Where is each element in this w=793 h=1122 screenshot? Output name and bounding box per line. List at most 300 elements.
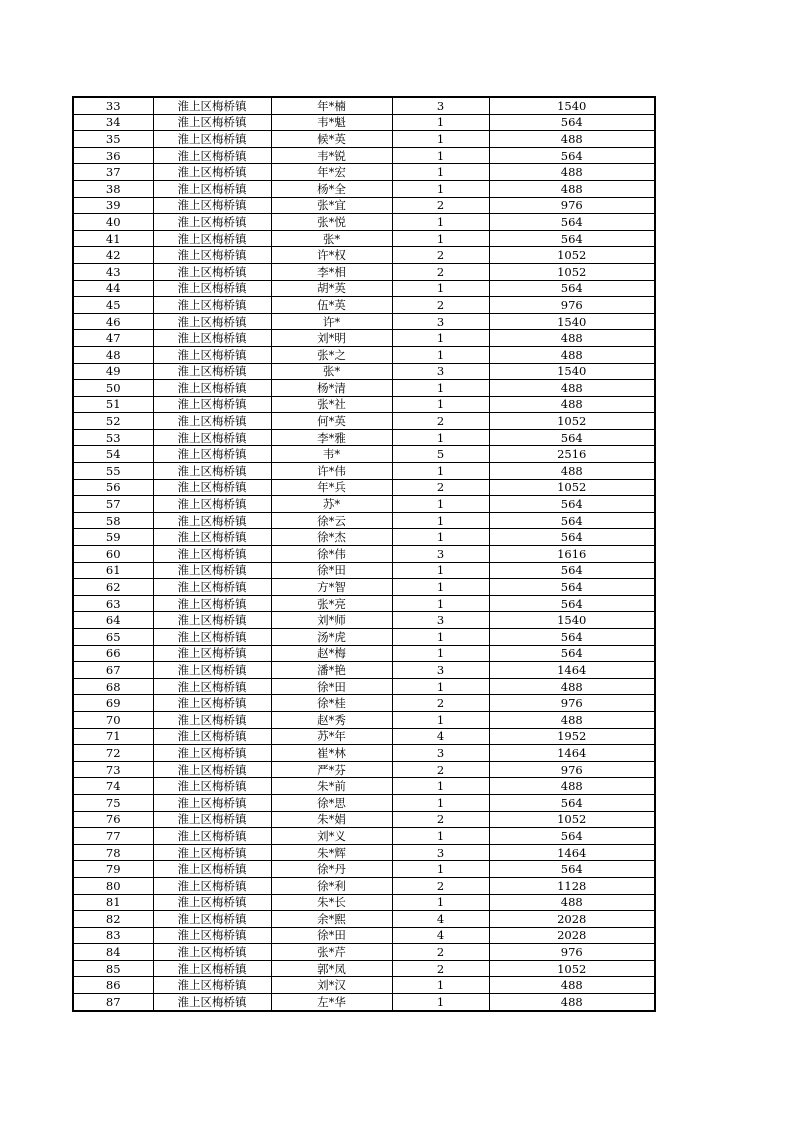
count-cell: 3 [392,745,489,762]
amount-cell: 488 [489,894,655,911]
name-cell: 许* [271,313,392,330]
amount-cell: 1052 [489,413,655,430]
name-cell: 崔*林 [271,745,392,762]
row-number-cell: 55 [73,463,153,480]
table-row [73,662,655,679]
district-cell: 淮上区梅桥镇 [153,745,271,762]
amount-cell: 488 [489,463,655,480]
row-number-cell: 81 [73,894,153,911]
table-row [73,612,655,629]
amount-cell: 1540 [489,612,655,629]
district-cell: 淮上区梅桥镇 [153,164,271,181]
amount-cell: 564 [489,562,655,579]
row-number-cell: 65 [73,629,153,646]
district-cell: 淮上区梅桥镇 [153,479,271,496]
amount-cell: 488 [489,131,655,148]
row-number-cell: 85 [73,960,153,977]
row-number-cell: 45 [73,297,153,314]
count-cell: 1 [392,330,489,347]
count-cell: 1 [392,778,489,795]
table-row [73,230,655,247]
amount-cell: 976 [489,297,655,314]
name-cell: 张* [271,230,392,247]
row-number-cell: 50 [73,380,153,397]
name-cell: 余*熙 [271,911,392,928]
row-number-cell: 62 [73,579,153,596]
name-cell: 胡*英 [271,280,392,297]
district-cell: 淮上区梅桥镇 [153,794,271,811]
table-row [73,761,655,778]
district-cell: 淮上区梅桥镇 [153,330,271,347]
name-cell: 赵*秀 [271,711,392,728]
district-cell: 淮上区梅桥镇 [153,977,271,994]
district-cell: 淮上区梅桥镇 [153,778,271,795]
amount-cell: 564 [489,529,655,546]
table-row [73,446,655,463]
name-cell: 刘*师 [271,612,392,629]
count-cell: 2 [392,944,489,961]
count-cell: 2 [392,695,489,712]
amount-cell: 976 [489,944,655,961]
count-cell: 1 [392,230,489,247]
table-row [73,297,655,314]
table-row [73,745,655,762]
name-cell: 徐*田 [271,562,392,579]
row-number-cell: 70 [73,711,153,728]
district-cell: 淮上区梅桥镇 [153,230,271,247]
district-cell: 淮上区梅桥镇 [153,994,271,1011]
row-number-cell: 87 [73,994,153,1011]
name-cell: 刘*明 [271,330,392,347]
count-cell: 2 [392,197,489,214]
district-cell: 淮上区梅桥镇 [153,811,271,828]
count-cell: 1 [392,380,489,397]
name-cell: 徐*云 [271,512,392,529]
name-cell: 李*雅 [271,429,392,446]
count-cell: 1 [392,280,489,297]
row-number-cell: 36 [73,147,153,164]
table-row [73,479,655,496]
table-row [73,977,655,994]
district-cell: 淮上区梅桥镇 [153,263,271,280]
name-cell: 张*悦 [271,214,392,231]
district-cell: 淮上区梅桥镇 [153,546,271,563]
count-cell: 1 [392,114,489,131]
row-number-cell: 83 [73,927,153,944]
table-row [73,711,655,728]
count-cell: 3 [392,97,489,114]
count-cell: 1 [392,164,489,181]
district-cell: 淮上区梅桥镇 [153,595,271,612]
amount-cell: 1616 [489,546,655,563]
district-cell: 淮上区梅桥镇 [153,463,271,480]
table-body [73,97,655,1011]
count-cell: 4 [392,927,489,944]
table-row [73,496,655,513]
district-cell: 淮上区梅桥镇 [153,711,271,728]
row-number-cell: 73 [73,761,153,778]
amount-cell: 1052 [489,479,655,496]
table-row [73,811,655,828]
district-cell: 淮上区梅桥镇 [153,529,271,546]
table-row [73,595,655,612]
count-cell: 1 [392,496,489,513]
amount-cell: 2516 [489,446,655,463]
count-cell: 4 [392,911,489,928]
amount-cell: 976 [489,761,655,778]
district-cell: 淮上区梅桥镇 [153,629,271,646]
count-cell: 1 [392,645,489,662]
district-cell: 淮上区梅桥镇 [153,114,271,131]
row-number-cell: 39 [73,197,153,214]
count-cell: 1 [392,579,489,596]
row-number-cell: 54 [73,446,153,463]
row-number-cell: 35 [73,131,153,148]
amount-cell: 1128 [489,877,655,894]
row-number-cell: 77 [73,828,153,845]
count-cell: 3 [392,363,489,380]
district-cell: 淮上区梅桥镇 [153,280,271,297]
count-cell: 1 [392,180,489,197]
amount-cell: 564 [489,214,655,231]
amount-cell: 488 [489,396,655,413]
table-row [73,728,655,745]
row-number-cell: 38 [73,180,153,197]
table-row [73,114,655,131]
district-cell: 淮上区梅桥镇 [153,944,271,961]
row-number-cell: 42 [73,247,153,264]
row-number-cell: 63 [73,595,153,612]
count-cell: 1 [392,512,489,529]
name-cell: 年*宏 [271,164,392,181]
name-cell: 候*英 [271,131,392,148]
amount-cell: 488 [489,164,655,181]
district-cell: 淮上区梅桥镇 [153,131,271,148]
name-cell: 李*相 [271,263,392,280]
count-cell: 3 [392,844,489,861]
table-row [73,911,655,928]
table-row [73,778,655,795]
name-cell: 刘*汉 [271,977,392,994]
count-cell: 2 [392,263,489,280]
amount-cell: 1052 [489,263,655,280]
count-cell: 1 [392,529,489,546]
count-cell: 1 [392,346,489,363]
name-cell: 朱*前 [271,778,392,795]
row-number-cell: 41 [73,230,153,247]
district-cell: 淮上区梅桥镇 [153,927,271,944]
amount-cell: 564 [489,147,655,164]
row-number-cell: 68 [73,678,153,695]
row-number-cell: 80 [73,877,153,894]
name-cell: 杨*全 [271,180,392,197]
row-number-cell: 33 [73,97,153,114]
amount-cell: 488 [489,977,655,994]
name-cell: 徐*丹 [271,861,392,878]
row-number-cell: 66 [73,645,153,662]
amount-cell: 564 [489,645,655,662]
count-cell: 1 [392,629,489,646]
name-cell: 何*英 [271,413,392,430]
name-cell: 张*之 [271,346,392,363]
count-cell: 5 [392,446,489,463]
count-cell: 1 [392,711,489,728]
count-cell: 2 [392,877,489,894]
district-cell: 淮上区梅桥镇 [153,894,271,911]
table-row [73,994,655,1011]
row-number-cell: 56 [73,479,153,496]
name-cell: 朱*长 [271,894,392,911]
count-cell: 1 [392,894,489,911]
count-cell: 3 [392,313,489,330]
count-cell: 1 [392,429,489,446]
name-cell: 汤*虎 [271,629,392,646]
name-cell: 徐*思 [271,794,392,811]
name-cell: 张* [271,363,392,380]
row-number-cell: 47 [73,330,153,347]
district-cell: 淮上区梅桥镇 [153,197,271,214]
district-cell: 淮上区梅桥镇 [153,512,271,529]
amount-cell: 2028 [489,927,655,944]
table-row [73,97,655,114]
amount-cell: 2028 [489,911,655,928]
count-cell: 3 [392,612,489,629]
district-cell: 淮上区梅桥镇 [153,877,271,894]
name-cell: 韦*魁 [271,114,392,131]
name-cell: 徐*利 [271,877,392,894]
amount-cell: 488 [489,346,655,363]
name-cell: 朱*辉 [271,844,392,861]
row-number-cell: 78 [73,844,153,861]
name-cell: 张*芹 [271,944,392,961]
table-row [73,629,655,646]
amount-cell: 1540 [489,363,655,380]
table-row [73,512,655,529]
table-row [73,828,655,845]
count-cell: 2 [392,247,489,264]
name-cell: 徐*伟 [271,546,392,563]
district-cell: 淮上区梅桥镇 [153,911,271,928]
table-row [73,463,655,480]
district-cell: 淮上区梅桥镇 [153,662,271,679]
table-row [73,131,655,148]
district-cell: 淮上区梅桥镇 [153,313,271,330]
count-cell: 2 [392,297,489,314]
amount-cell: 976 [489,197,655,214]
count-cell: 2 [392,413,489,430]
name-cell: 年*兵 [271,479,392,496]
row-number-cell: 51 [73,396,153,413]
amount-cell: 564 [489,828,655,845]
name-cell: 徐*桂 [271,695,392,712]
name-cell: 朱*娟 [271,811,392,828]
district-cell: 淮上区梅桥镇 [153,960,271,977]
name-cell: 苏* [271,496,392,513]
amount-cell: 1540 [489,313,655,330]
count-cell: 3 [392,662,489,679]
name-cell: 张*宜 [271,197,392,214]
amount-cell: 488 [489,778,655,795]
district-cell: 淮上区梅桥镇 [153,844,271,861]
name-cell: 徐*田 [271,678,392,695]
table-row [73,894,655,911]
row-number-cell: 46 [73,313,153,330]
amount-cell: 564 [489,512,655,529]
amount-cell: 488 [489,380,655,397]
count-cell: 3 [392,546,489,563]
table-row [73,214,655,231]
district-cell: 淮上区梅桥镇 [153,761,271,778]
amount-cell: 1464 [489,844,655,861]
count-cell: 1 [392,994,489,1011]
row-number-cell: 53 [73,429,153,446]
name-cell: 张*社 [271,396,392,413]
district-cell: 淮上区梅桥镇 [153,612,271,629]
name-cell: 严*芬 [271,761,392,778]
row-number-cell: 74 [73,778,153,795]
amount-cell: 1464 [489,662,655,679]
district-cell: 淮上区梅桥镇 [153,297,271,314]
amount-cell: 488 [489,678,655,695]
count-cell: 1 [392,562,489,579]
table-row [73,396,655,413]
amount-cell: 564 [489,280,655,297]
row-number-cell: 40 [73,214,153,231]
district-cell: 淮上区梅桥镇 [153,562,271,579]
count-cell: 1 [392,131,489,148]
row-number-cell: 67 [73,662,153,679]
row-number-cell: 34 [73,114,153,131]
row-number-cell: 61 [73,562,153,579]
row-number-cell: 82 [73,911,153,928]
amount-cell: 488 [489,180,655,197]
table-row [73,147,655,164]
amount-cell: 1052 [489,811,655,828]
amount-cell: 564 [489,861,655,878]
table-row [73,960,655,977]
row-number-cell: 71 [73,728,153,745]
district-cell: 淮上区梅桥镇 [153,678,271,695]
name-cell: 赵*梅 [271,645,392,662]
count-cell: 1 [392,794,489,811]
amount-cell: 564 [489,794,655,811]
data-table [72,96,656,1012]
district-cell: 淮上区梅桥镇 [153,396,271,413]
row-number-cell: 43 [73,263,153,280]
name-cell: 苏*年 [271,728,392,745]
count-cell: 4 [392,728,489,745]
table-row [73,313,655,330]
table-row [73,180,655,197]
table-row [73,877,655,894]
count-cell: 1 [392,595,489,612]
row-number-cell: 60 [73,546,153,563]
amount-cell: 564 [489,114,655,131]
table-row [73,380,655,397]
row-number-cell: 64 [73,612,153,629]
amount-cell: 564 [489,496,655,513]
name-cell: 张*亮 [271,595,392,612]
district-cell: 淮上区梅桥镇 [153,446,271,463]
district-cell: 淮上区梅桥镇 [153,579,271,596]
district-cell: 淮上区梅桥镇 [153,147,271,164]
table-row [73,944,655,961]
amount-cell: 564 [489,230,655,247]
district-cell: 淮上区梅桥镇 [153,380,271,397]
amount-cell: 1952 [489,728,655,745]
name-cell: 许*权 [271,247,392,264]
district-cell: 淮上区梅桥镇 [153,429,271,446]
table-row [73,413,655,430]
row-number-cell: 79 [73,861,153,878]
row-number-cell: 76 [73,811,153,828]
district-cell: 淮上区梅桥镇 [153,214,271,231]
table-row [73,197,655,214]
district-cell: 淮上区梅桥镇 [153,97,271,114]
table-row [73,280,655,297]
row-number-cell: 69 [73,695,153,712]
table-row [73,927,655,944]
count-cell: 1 [392,828,489,845]
row-number-cell: 37 [73,164,153,181]
district-cell: 淮上区梅桥镇 [153,180,271,197]
row-number-cell: 75 [73,794,153,811]
amount-cell: 1052 [489,247,655,264]
district-cell: 淮上区梅桥镇 [153,828,271,845]
row-number-cell: 44 [73,280,153,297]
amount-cell: 564 [489,629,655,646]
row-number-cell: 58 [73,512,153,529]
row-number-cell: 52 [73,413,153,430]
name-cell: 伍*英 [271,297,392,314]
name-cell: 许*伟 [271,463,392,480]
table-row [73,363,655,380]
district-cell: 淮上区梅桥镇 [153,496,271,513]
table-row [73,861,655,878]
name-cell: 潘*艳 [271,662,392,679]
amount-cell: 564 [489,595,655,612]
count-cell: 1 [392,977,489,994]
table-row [73,645,655,662]
row-number-cell: 59 [73,529,153,546]
name-cell: 韦* [271,446,392,463]
count-cell: 1 [392,678,489,695]
name-cell: 刘*义 [271,828,392,845]
row-number-cell: 84 [73,944,153,961]
district-cell: 淮上区梅桥镇 [153,363,271,380]
name-cell: 方*智 [271,579,392,596]
name-cell: 郭*凤 [271,960,392,977]
name-cell: 徐*杰 [271,529,392,546]
table-row [73,579,655,596]
count-cell: 2 [392,761,489,778]
count-cell: 1 [392,463,489,480]
amount-cell: 488 [489,711,655,728]
district-cell: 淮上区梅桥镇 [153,728,271,745]
table-row [73,695,655,712]
table-row [73,844,655,861]
table-row [73,562,655,579]
table-row [73,346,655,363]
district-cell: 淮上区梅桥镇 [153,645,271,662]
district-cell: 淮上区梅桥镇 [153,861,271,878]
table-row [73,794,655,811]
table-row [73,429,655,446]
row-number-cell: 49 [73,363,153,380]
table-row [73,678,655,695]
count-cell: 2 [392,811,489,828]
district-cell: 淮上区梅桥镇 [153,247,271,264]
